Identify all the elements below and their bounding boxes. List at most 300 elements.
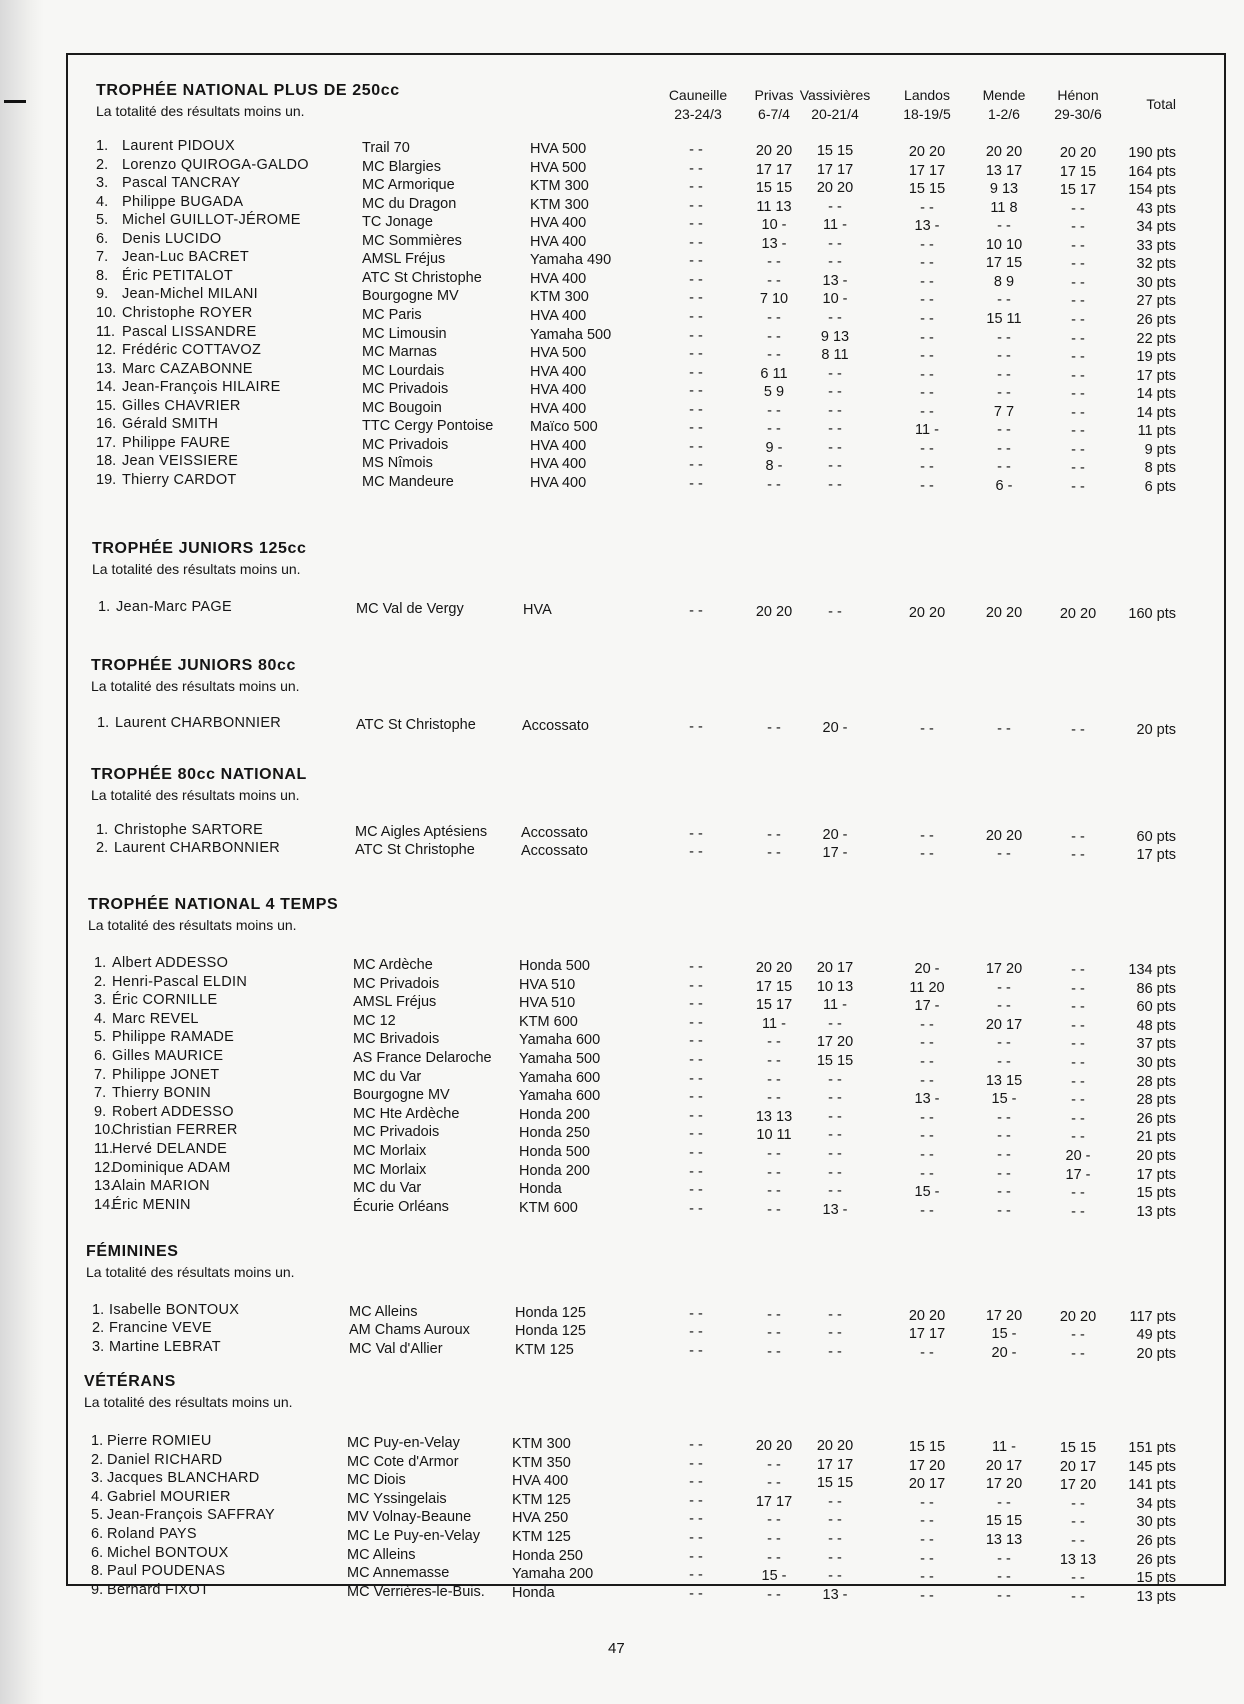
rider-name: Jean-Michel MILANI bbox=[122, 286, 258, 302]
race-dates: 18-19/5 bbox=[903, 106, 951, 122]
race-score: - - bbox=[689, 959, 703, 975]
race-score: - - bbox=[997, 1110, 1011, 1126]
rider-total: 28 pts bbox=[1136, 1092, 1176, 1108]
rider-rank: 10. bbox=[96, 305, 117, 321]
race-score: - - bbox=[997, 218, 1011, 234]
race-score: - - bbox=[828, 254, 842, 270]
rider-bike: Honda 250 bbox=[519, 1125, 590, 1141]
rider-bike: Accossato bbox=[521, 843, 588, 859]
race-score: - - bbox=[997, 441, 1011, 457]
race-score: 20 - bbox=[822, 827, 848, 843]
race-score: 20 17 bbox=[908, 1475, 946, 1492]
rider-bike: KTM 300 bbox=[530, 289, 589, 305]
rider-bike: HVA 510 bbox=[519, 977, 576, 993]
race-score: - - bbox=[828, 1183, 842, 1199]
race-score: - - bbox=[828, 1325, 842, 1341]
rider-name: Daniel RICHARD bbox=[107, 1452, 223, 1468]
race-score: 8 9 bbox=[993, 274, 1015, 290]
rider-rank: 9. bbox=[94, 1104, 107, 1120]
result-row bbox=[0, 324, 1244, 347]
race-score: - - bbox=[920, 1512, 934, 1529]
section-subtitle: La totalité des résultats moins un. bbox=[91, 678, 300, 694]
race-score: 20 17 bbox=[985, 1458, 1023, 1474]
result-row bbox=[0, 416, 1244, 439]
rider-bike: HVA 500 bbox=[530, 141, 587, 157]
section-subtitle: La totalité des résultats moins un. bbox=[84, 1394, 293, 1410]
rider-rank: 13. bbox=[94, 1178, 115, 1194]
rider-name: Christophe ROYER bbox=[122, 305, 253, 321]
race-score: - - bbox=[689, 142, 703, 158]
race-score: - - bbox=[920, 845, 934, 862]
race-score: - - bbox=[689, 1549, 703, 1565]
race-score: 20 17 bbox=[816, 960, 854, 976]
race-score: 20 20 bbox=[755, 959, 793, 976]
rider-club: ATC St Christophe bbox=[356, 717, 476, 733]
race-score: - - bbox=[828, 1072, 842, 1088]
rider-bike: HVA 400 bbox=[530, 215, 587, 231]
race-score: 17 17 bbox=[816, 162, 854, 178]
race-score: - - bbox=[920, 1072, 934, 1089]
race-score: - - bbox=[689, 457, 703, 473]
rider-name: Philippe RAMADE bbox=[112, 1029, 235, 1045]
result-row bbox=[0, 175, 1244, 198]
rider-club: MC Privadois bbox=[353, 976, 440, 992]
rider-club: MC Mandeure bbox=[362, 474, 454, 490]
section-subtitle: La totalité des résultats moins un. bbox=[96, 103, 305, 119]
rider-bike: HVA 500 bbox=[530, 345, 587, 361]
rider-bike: HVA 400 bbox=[530, 401, 587, 417]
race-score: 13 - bbox=[822, 273, 848, 289]
rider-total: 134 pts bbox=[1128, 962, 1176, 978]
rider-bike: HVA 400 bbox=[530, 308, 587, 324]
race-score: - - bbox=[1071, 1184, 1085, 1201]
rider-total: 17 pts bbox=[1136, 368, 1176, 384]
rider-rank: 10. bbox=[94, 1122, 115, 1138]
rider-rank: 3. bbox=[96, 175, 109, 191]
race-score: 8 - bbox=[765, 457, 783, 474]
rider-total: 141 pts bbox=[1128, 1477, 1176, 1493]
result-row bbox=[0, 1178, 1244, 1201]
race-score: - - bbox=[828, 384, 842, 400]
race-score: - - bbox=[767, 272, 781, 289]
race-score: - - bbox=[1071, 441, 1085, 458]
section-subtitle: La totalité des résultats moins un. bbox=[88, 917, 297, 933]
race-dates: 1-2/6 bbox=[988, 106, 1020, 122]
race-score: - - bbox=[689, 1071, 703, 1087]
rider-rank: 1. bbox=[96, 138, 109, 154]
rider-bike: Yamaha 500 bbox=[530, 327, 612, 343]
race-score: - - bbox=[689, 996, 703, 1012]
race-score: - - bbox=[997, 1128, 1011, 1144]
rider-club: AS France Delaroche bbox=[353, 1050, 492, 1066]
race-score: - - bbox=[767, 1511, 781, 1528]
rider-name: Denis LUCIDO bbox=[122, 231, 222, 247]
section-title: TROPHÉE 80cc NATIONAL bbox=[91, 766, 307, 783]
race-score: - - bbox=[689, 1437, 703, 1453]
race-score: - - bbox=[920, 403, 934, 420]
section-title: FÉMININES bbox=[86, 1243, 179, 1260]
race-score: 17 15 bbox=[755, 978, 793, 995]
rider-total: 28 pts bbox=[1136, 1074, 1176, 1090]
result-row bbox=[0, 453, 1244, 476]
result-row bbox=[0, 194, 1244, 217]
race-score: - - bbox=[997, 1035, 1011, 1051]
rider-bike: KTM 125 bbox=[512, 1492, 571, 1508]
race-score: 17 17 bbox=[816, 1457, 854, 1473]
race-score: 6 11 bbox=[760, 365, 788, 382]
rider-rank: 8. bbox=[96, 268, 109, 284]
rider-name: Hervé DELANDE bbox=[112, 1141, 228, 1157]
race-score: - - bbox=[689, 844, 703, 860]
race-score: 10 11 bbox=[756, 1126, 792, 1143]
rider-bike: Honda 500 bbox=[519, 958, 590, 974]
rider-rank: 1. bbox=[94, 955, 107, 971]
race-score: - - bbox=[767, 328, 781, 345]
rider-bike: Accossato bbox=[521, 825, 588, 841]
rider-club: MC Puy-en-Velay bbox=[347, 1435, 460, 1451]
race-score: - - bbox=[920, 1127, 934, 1144]
result-row bbox=[0, 1302, 1244, 1325]
rider-rank: 2. bbox=[94, 974, 107, 990]
total-column-header: Total bbox=[1146, 96, 1176, 112]
race-name: Privas bbox=[754, 87, 794, 103]
race-score: - - bbox=[828, 1494, 842, 1510]
rider-club: MC Annemasse bbox=[347, 1565, 450, 1581]
race-score: - - bbox=[689, 1474, 703, 1490]
rider-rank: 18. bbox=[96, 453, 117, 469]
rider-club: AMSL Fréjus bbox=[353, 994, 437, 1010]
race-score: - - bbox=[828, 1090, 842, 1106]
rider-rank: 4. bbox=[91, 1489, 104, 1505]
rider-total: 60 pts bbox=[1136, 829, 1176, 845]
rider-name: Pascal LISSANDRE bbox=[122, 324, 257, 340]
rider-bike: Honda 125 bbox=[515, 1305, 586, 1321]
result-row bbox=[0, 1489, 1244, 1512]
rider-club: MC Privadois bbox=[362, 437, 449, 453]
race-score: - - bbox=[689, 383, 703, 399]
race-score: 17 17 bbox=[755, 161, 793, 178]
rider-total: 8 pts bbox=[1144, 460, 1176, 476]
race-score: - - bbox=[828, 604, 842, 620]
rider-club: ATC St Christophe bbox=[355, 842, 475, 858]
rider-total: 145 pts bbox=[1128, 1459, 1176, 1475]
race-score: - - bbox=[1071, 404, 1085, 421]
rider-name: Philippe FAURE bbox=[122, 435, 231, 451]
rider-club: MC Alleins bbox=[347, 1547, 416, 1563]
race-score: - - bbox=[767, 420, 781, 437]
rider-rank: 16. bbox=[96, 416, 117, 432]
race-score: - - bbox=[997, 1166, 1011, 1182]
page-number: 47 bbox=[608, 1640, 625, 1657]
rider-total: 20 pts bbox=[1136, 1346, 1176, 1362]
result-row bbox=[0, 1526, 1244, 1549]
race-score: - - bbox=[997, 385, 1011, 401]
rider-club: MC Morlaix bbox=[353, 1162, 427, 1178]
race-score: - - bbox=[997, 367, 1011, 383]
rider-bike: KTM 350 bbox=[512, 1455, 571, 1471]
race-score: 13 13 bbox=[1059, 1551, 1097, 1568]
race-score: - - bbox=[828, 236, 842, 252]
race-score: - - bbox=[689, 1108, 703, 1124]
race-score: 20 20 bbox=[1059, 144, 1097, 161]
race-score: - - bbox=[689, 1164, 703, 1180]
rider-club: MC Bougoin bbox=[362, 400, 442, 416]
race-score: - - bbox=[828, 1016, 842, 1032]
race-score: - - bbox=[920, 1016, 934, 1033]
race-score: - - bbox=[828, 1512, 842, 1528]
rider-total: 30 pts bbox=[1136, 1055, 1176, 1071]
race-score: - - bbox=[689, 290, 703, 306]
race-score: - - bbox=[767, 1530, 781, 1547]
race-score: - - bbox=[767, 844, 781, 861]
race-score: 20 - bbox=[914, 960, 940, 977]
rider-rank: 3. bbox=[94, 992, 107, 1008]
rider-club: MC Limousin bbox=[362, 326, 447, 342]
race-score: - - bbox=[920, 384, 934, 401]
race-score: - - bbox=[689, 328, 703, 344]
section-title: TROPHÉE NATIONAL PLUS DE 250cc bbox=[96, 82, 400, 99]
result-row bbox=[0, 398, 1244, 421]
rider-bike: Yamaha 490 bbox=[530, 252, 612, 268]
rider-total: 151 pts bbox=[1128, 1440, 1176, 1456]
rider-club: MC Alleins bbox=[349, 1304, 418, 1320]
race-score: - - bbox=[997, 292, 1011, 308]
rider-total: 26 pts bbox=[1136, 1111, 1176, 1127]
race-score: - - bbox=[997, 1184, 1011, 1200]
rider-rank: 11. bbox=[94, 1141, 114, 1157]
race-score: 10 10 bbox=[985, 237, 1023, 253]
race-score: - - bbox=[920, 1550, 934, 1567]
race-score: - - bbox=[767, 1324, 781, 1341]
race-score: - - bbox=[828, 1344, 842, 1360]
rider-club: MC Sommières bbox=[362, 233, 462, 249]
race-score: - - bbox=[689, 365, 703, 381]
race-score: 10 - bbox=[822, 291, 848, 307]
rider-total: 13 pts bbox=[1136, 1204, 1176, 1220]
race-score: - - bbox=[1071, 422, 1085, 439]
race-score: - - bbox=[767, 1474, 781, 1491]
race-score: - - bbox=[920, 254, 934, 271]
race-score: - - bbox=[1071, 311, 1085, 328]
rider-name: Alain MARION bbox=[112, 1178, 210, 1194]
result-row bbox=[0, 992, 1244, 1015]
rider-club: MC du Dragon bbox=[362, 196, 457, 212]
race-score: 11 13 bbox=[756, 198, 792, 215]
race-score: - - bbox=[689, 253, 703, 269]
race-score: - - bbox=[920, 720, 934, 737]
rider-club: MC Blargies bbox=[362, 159, 441, 175]
race-score: - - bbox=[920, 1494, 934, 1511]
race-score: - - bbox=[997, 1054, 1011, 1070]
rider-club: MC Val de Vergy bbox=[356, 601, 464, 617]
race-score: 6 - bbox=[995, 478, 1013, 494]
race-name: Landos bbox=[904, 87, 950, 103]
rider-club: MC Val d'Allier bbox=[349, 1341, 443, 1357]
rider-club: MC Verrières-le-Buis. bbox=[347, 1584, 485, 1600]
race-score: 13 15 bbox=[985, 1073, 1023, 1089]
rider-total: 30 pts bbox=[1136, 275, 1176, 291]
race-score: - - bbox=[997, 422, 1011, 438]
rider-club: MC Privadois bbox=[353, 1124, 440, 1140]
race-score: - - bbox=[1071, 846, 1085, 863]
race-score: 9 - bbox=[765, 439, 783, 456]
race-score: 20 17 bbox=[1059, 1458, 1097, 1475]
race-score: - - bbox=[828, 403, 842, 419]
rider-name: Bernard FIXOT bbox=[107, 1582, 210, 1598]
rider-club: MC Le Puy-en-Velay bbox=[347, 1528, 480, 1544]
race-score: - - bbox=[997, 980, 1011, 996]
rider-rank: 2. bbox=[91, 1452, 104, 1468]
section-title: TROPHÉE NATIONAL 4 TEMPS bbox=[88, 896, 339, 913]
rider-name: Christophe SARTORE bbox=[114, 822, 264, 838]
rider-total: 48 pts bbox=[1136, 1018, 1176, 1034]
race-score: - - bbox=[920, 1034, 934, 1051]
rider-bike: HVA 400 bbox=[530, 382, 587, 398]
rider-name: Thierry BONIN bbox=[112, 1085, 211, 1101]
race-score: - - bbox=[767, 476, 781, 493]
race-score: - - bbox=[767, 826, 781, 843]
rider-total: 86 pts bbox=[1136, 981, 1176, 997]
race-score: - - bbox=[1071, 1073, 1085, 1090]
race-score: - - bbox=[1071, 1326, 1085, 1343]
rider-bike: Yamaha 200 bbox=[512, 1566, 594, 1582]
race-score: - - bbox=[828, 1109, 842, 1125]
race-score: - - bbox=[689, 198, 703, 214]
rider-rank: 12. bbox=[96, 342, 117, 358]
rider-name: Jean-François SAFFRAY bbox=[107, 1507, 275, 1523]
race-score: 20 - bbox=[1065, 1147, 1091, 1164]
rider-club: MC Yssingelais bbox=[347, 1491, 447, 1507]
race-score: - - bbox=[689, 346, 703, 362]
rider-club: AM Chams Auroux bbox=[349, 1322, 470, 1338]
rider-bike: KTM 600 bbox=[519, 1200, 578, 1216]
rider-bike: Yamaha 600 bbox=[519, 1070, 601, 1086]
rider-total: 34 pts bbox=[1136, 1496, 1176, 1512]
rider-club: MC Privadois bbox=[362, 381, 449, 397]
rider-club: MC Aigles Aptésiens bbox=[355, 824, 488, 840]
race-score: 17 - bbox=[914, 997, 940, 1014]
section-subtitle: La totalité des résultats moins un. bbox=[91, 787, 300, 803]
rider-name: Marc CAZABONNE bbox=[122, 361, 253, 377]
race-score: - - bbox=[997, 1588, 1011, 1604]
result-row bbox=[0, 1160, 1244, 1183]
race-score: 17 - bbox=[822, 845, 848, 861]
rider-name: Michel BONTOUX bbox=[107, 1545, 229, 1561]
rider-club: MC Marnas bbox=[362, 344, 437, 360]
rider-total: 34 pts bbox=[1136, 219, 1176, 235]
rider-club: MC 12 bbox=[353, 1013, 396, 1029]
rider-total: 27 pts bbox=[1136, 293, 1176, 309]
rider-rank: 1. bbox=[91, 1433, 104, 1449]
rider-name: Thierry CARDOT bbox=[122, 472, 237, 488]
rider-name: Isabelle BONTOUX bbox=[109, 1302, 240, 1318]
rider-total: 160 pts bbox=[1128, 606, 1176, 622]
race-score: - - bbox=[1071, 348, 1085, 365]
race-score: - - bbox=[689, 179, 703, 195]
race-score: 11 - bbox=[762, 1015, 786, 1032]
race-score: - - bbox=[920, 1531, 934, 1548]
race-score: - - bbox=[767, 1071, 781, 1088]
rider-rank: 7. bbox=[94, 1085, 107, 1101]
result-row bbox=[0, 1507, 1244, 1530]
result-row bbox=[0, 1452, 1244, 1475]
rider-club: MC Hte Ardèche bbox=[353, 1106, 460, 1122]
race-score: - - bbox=[1071, 1091, 1085, 1108]
result-row bbox=[0, 955, 1244, 978]
race-score: 11 - bbox=[915, 421, 939, 438]
rider-club: MC Paris bbox=[362, 307, 422, 323]
race-score: 15 - bbox=[914, 1183, 940, 1200]
rider-rank: 11. bbox=[96, 324, 116, 340]
rider-club: MC Brivadois bbox=[353, 1031, 440, 1047]
race-score: - - bbox=[767, 1306, 781, 1323]
rider-name: Pascal TANCRAY bbox=[122, 175, 241, 191]
rider-name: Gérald SMITH bbox=[122, 416, 219, 432]
race-score: - - bbox=[920, 1146, 934, 1163]
race-dates: 20-21/4 bbox=[811, 106, 859, 122]
race-score: - - bbox=[1071, 459, 1085, 476]
result-row bbox=[0, 1067, 1244, 1090]
rider-club: Trail 70 bbox=[362, 140, 410, 156]
rider-name: Frédéric COTTAVOZ bbox=[122, 342, 262, 358]
rider-name: Jacques BLANCHARD bbox=[107, 1470, 260, 1486]
rider-total: 33 pts bbox=[1136, 238, 1176, 254]
race-score: - - bbox=[920, 1587, 934, 1604]
race-score: 11 8 bbox=[990, 200, 1018, 216]
race-score: - - bbox=[767, 1145, 781, 1162]
race-score: - - bbox=[689, 476, 703, 492]
rider-total: 26 pts bbox=[1136, 1552, 1176, 1568]
race-score: 13 - bbox=[761, 235, 787, 252]
rider-bike: Maïco 500 bbox=[530, 419, 598, 435]
rider-total: 11 pts bbox=[1137, 423, 1176, 439]
rider-total: 37 pts bbox=[1136, 1036, 1176, 1052]
race-score: - - bbox=[1071, 218, 1085, 235]
race-score: 15 15 bbox=[1059, 1439, 1097, 1456]
race-score: - - bbox=[997, 1569, 1011, 1585]
rider-name: Éric MENIN bbox=[112, 1197, 191, 1213]
section-title: VÉTÉRANS bbox=[84, 1373, 176, 1390]
rider-rank: 6. bbox=[94, 1048, 107, 1064]
rider-club: MC Armorique bbox=[362, 177, 455, 193]
rider-bike: HVA bbox=[523, 602, 552, 618]
rider-rank: 4. bbox=[96, 194, 109, 210]
rider-total: 190 pts bbox=[1128, 145, 1176, 161]
rider-rank: 6. bbox=[91, 1526, 104, 1542]
race-score: 20 20 bbox=[985, 144, 1023, 160]
race-score: 17 - bbox=[1065, 1166, 1091, 1183]
race-score: 17 15 bbox=[1059, 163, 1097, 180]
rider-name: Lorenzo QUIROGA-GALDO bbox=[122, 157, 309, 173]
race-score: 13 - bbox=[822, 1587, 848, 1603]
race-score: - - bbox=[997, 330, 1011, 346]
rider-rank: 5. bbox=[96, 212, 109, 228]
rider-bike: HVA 400 bbox=[530, 438, 587, 454]
race-score: - - bbox=[1071, 330, 1085, 347]
rider-bike: HVA 400 bbox=[530, 475, 587, 491]
race-score: - - bbox=[1071, 1203, 1085, 1220]
race-score: 15 - bbox=[991, 1091, 1017, 1107]
rider-bike: KTM 300 bbox=[530, 178, 589, 194]
race-score: - - bbox=[1071, 828, 1085, 845]
rider-name: Éric PETITALOT bbox=[122, 268, 234, 284]
result-row bbox=[0, 1433, 1244, 1456]
race-score: - - bbox=[997, 348, 1011, 364]
race-score: 20 - bbox=[822, 720, 848, 736]
rider-rank: 9. bbox=[91, 1582, 104, 1598]
race-score: 10 - bbox=[761, 216, 787, 233]
race-score: - - bbox=[767, 1343, 781, 1360]
